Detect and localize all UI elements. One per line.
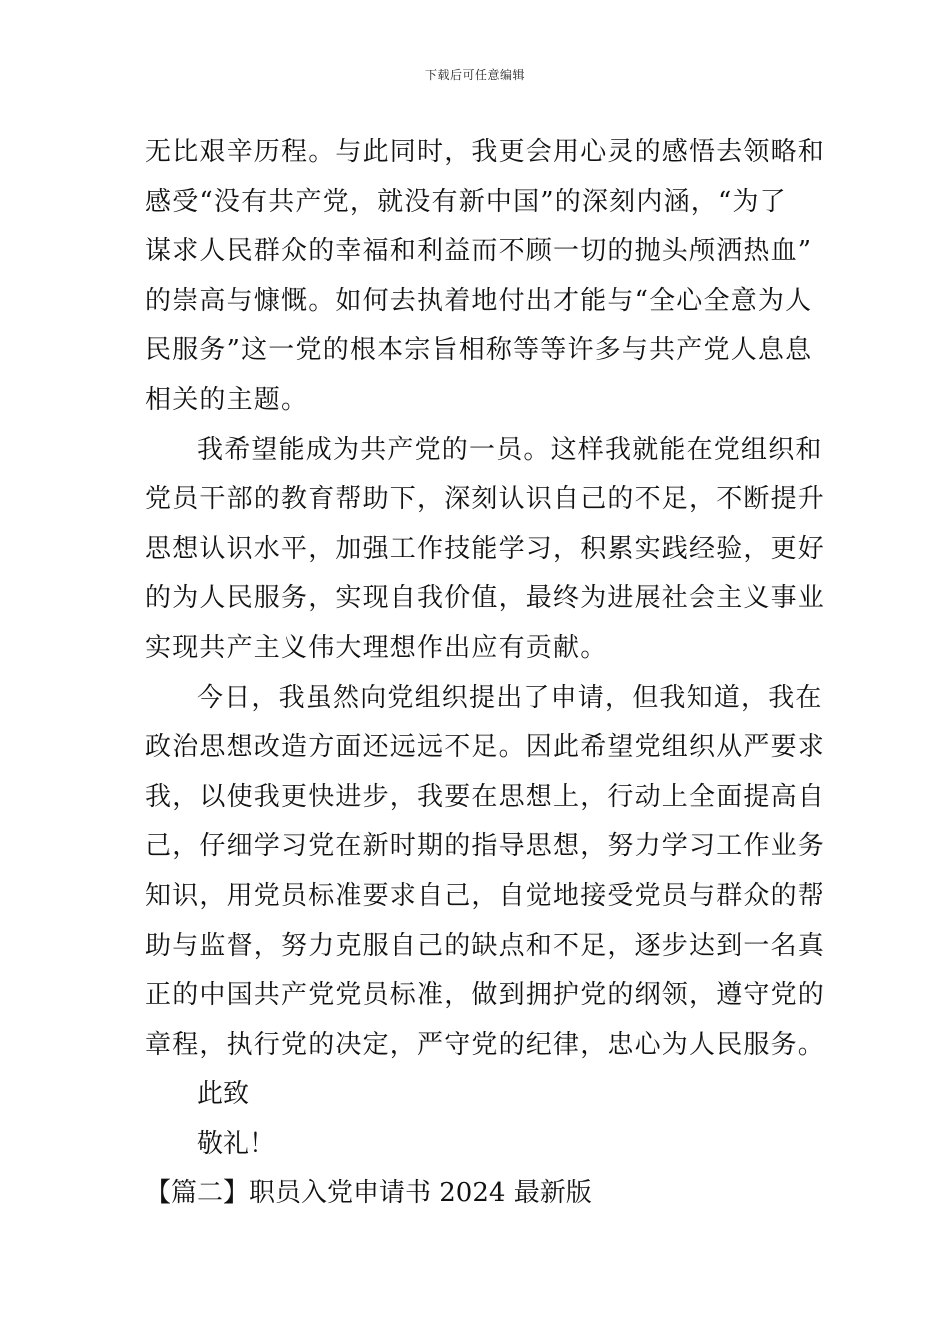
closing-regards: 敬礼！ bbox=[197, 1128, 276, 1159]
paragraph-line: 党员干部的教育帮助下，深刻认识自己的不足，不断提升 bbox=[145, 484, 826, 515]
paragraph-line: 感受“没有共产党，就没有新中国”的深刻内涵，“为了 bbox=[145, 186, 787, 217]
paragraph-line: 己，仔细学习党在新时期的指导思想，努力学习工作业务 bbox=[145, 831, 826, 862]
paragraph-line: 实现共产主义伟大理想作出应有贡献。 bbox=[145, 632, 608, 663]
paragraph-line: 的崇高与慷慨。如何去执着地付出才能与“全心全意为人 bbox=[145, 285, 813, 316]
paragraph-line: 相关的主题。 bbox=[145, 384, 309, 415]
document-body bbox=[145, 128, 826, 1219]
paragraph-line: 的为人民服务，实现自我价值，最终为进展社会主义事业 bbox=[145, 583, 826, 614]
paragraph-line: 我，以使我更快进步，我要在思想上，行动上全面提高自 bbox=[145, 781, 826, 812]
paragraph-line: 我希望能成为共产党的一员。这样我就能在党组织和 bbox=[197, 434, 823, 465]
paragraph bbox=[145, 674, 826, 1071]
paragraph-line: 思想认识水平，加强工作技能学习，积累实践经验，更好 bbox=[145, 533, 826, 564]
paragraph-line: 正的中国共产党党员标准，做到拥护党的纲领，遵守党的 bbox=[145, 980, 826, 1011]
paragraph-line: 助与监督，努力克服自己的缺点和不足，逐步达到一名真 bbox=[145, 930, 826, 961]
paragraph-line: 民服务”这一党的根本宗旨相称等等许多与共产党人息息 bbox=[145, 335, 813, 366]
paragraph bbox=[145, 128, 826, 426]
closing-salutation: 此致 bbox=[197, 1079, 250, 1110]
paragraph-line: 无比艰辛历程。与此同时，我更会用心灵的感悟去领略和 bbox=[145, 137, 826, 167]
paragraph-line: 章程，执行党的决定，严守党的纪律，忠心为人民服务。 bbox=[145, 1029, 826, 1060]
page-header: 下载后可任意编辑 bbox=[424, 68, 525, 82]
paragraph-line: 政治思想改造方面还远远不足。因此希望党组织从严要求 bbox=[145, 732, 826, 763]
paragraph-line: 知识，用党员标准要求自己，自觉地接受党员与群众的帮 bbox=[145, 880, 826, 911]
paragraph-line: 今日，我虽然向党组织提出了申请，但我知道，我在 bbox=[197, 682, 823, 713]
section-title: 【篇二】职员入党申请书 2024 最新版 bbox=[145, 1178, 592, 1209]
paragraph bbox=[145, 426, 826, 674]
paragraph-line: 谋求人民群众的幸福和利益而不顾一切的抛头颅洒热血” bbox=[145, 236, 813, 267]
